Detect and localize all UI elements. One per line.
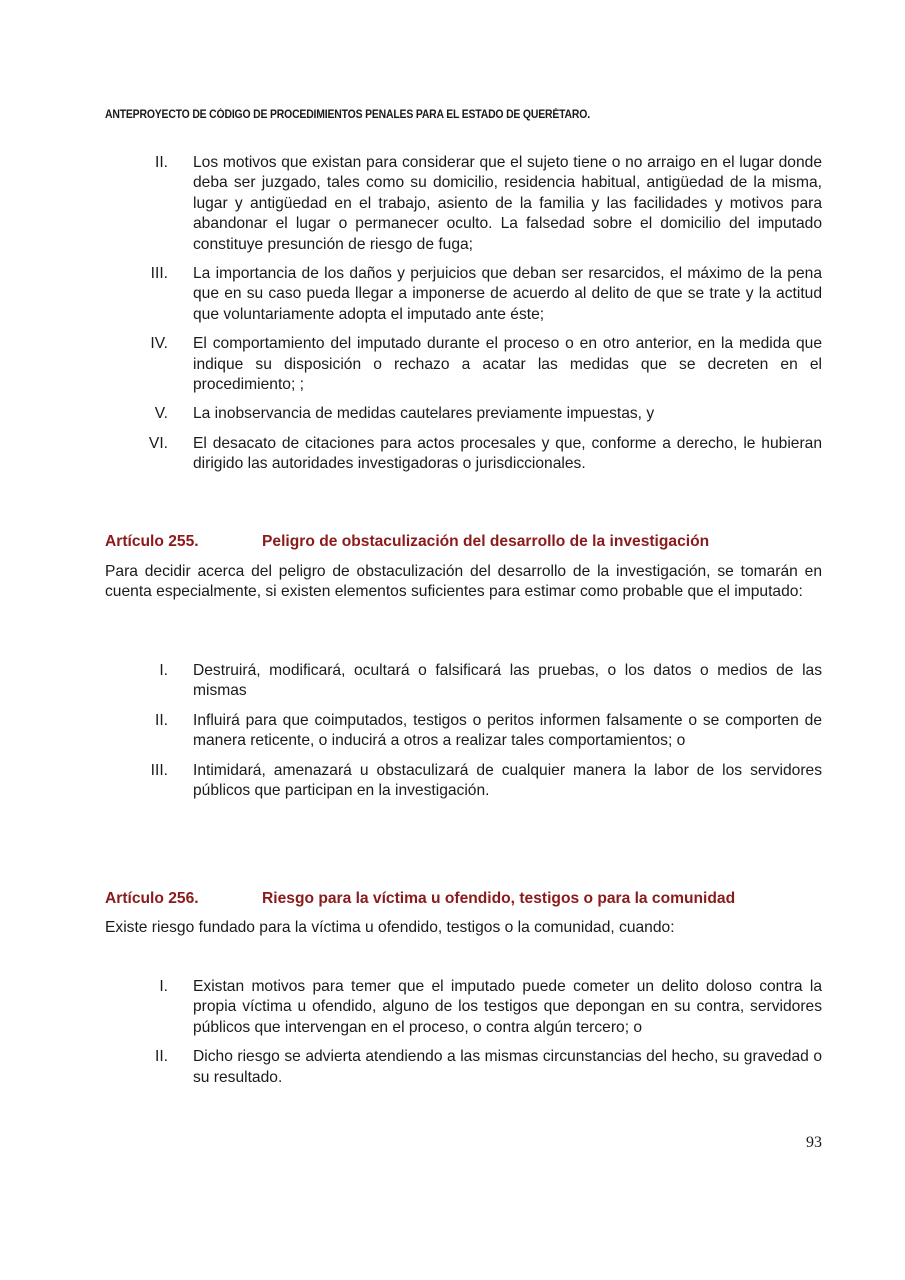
article-255-intro: Para decidir acerca del peligro de obstaculización del desarrollo de la investigación, se tomarán en cuenta especialmente, si existen elementos suficientes para estimar como probable que el imputado: [105,563,822,601]
article-256-intro: Existe riesgo fundado para la víctima u ofendido, testigos o la comunidad, cuando: [105,919,675,936]
list-item [105,661,822,702]
list-item-text: Intimidará, amenazará u obstaculizará de cualquier manera la labor de los servidores públicos que participan en la investigación. [193,761,822,800]
article-255-number: Artículo 255. [105,533,199,550]
list-item [105,1047,822,1088]
list-item-text: Dicho riesgo se advierta atendiendo a las mismas circunstancias del hecho, su gravedad o su resultado. [193,1048,822,1086]
list-item [105,153,822,255]
list-item [105,761,822,802]
list-obstaculizacion [105,661,822,810]
list-item-number: II. [155,711,168,729]
list-item-number: VI. [148,434,168,452]
list-item-text: Existan motivos para temer que el imputado puede cometer un delito doloso contra la propia víctima u ofendido, alguno de los testigos que depongan en su contra, servidores públicos que intervengan en el proceso, o contra algún tercero; o [193,978,822,1036]
list-item-number: II. [155,154,168,171]
list-item-text: La importancia de los daños y perjuicios que deban ser resarcidos, el máximo de la pena que en su caso pueda llegar a imponerse de acuerdo al delito de que se trate y la actitud que voluntariamente adopta el imputado ante éste; [193,265,822,323]
list-item [105,711,822,752]
list-item [105,404,822,424]
list-item-text: Los motivos que existan para considerar que el sujeto tiene o no arraigo en el lugar donde deba ser juzgado, tales como su domicilio, residencia habitual, antigüedad de la misma, lugar y antigüedad en el trabajo, asiento de la familia y las facilidades y motivos para abandonar el lugar o permanecer oculto. La falsedad sobre el domicilio del imputado constituye presunción de riesgo de fuga; [193,154,822,253]
list-item-number: I. [159,662,168,679]
article-255-heading [105,533,709,551]
list-item [105,334,822,395]
list-item-number: II. [155,1048,168,1066]
list-riesgo-fuga [105,153,822,484]
list-item-number: V. [154,405,168,423]
article-256-number: Artículo 256. [105,890,199,907]
list-item-text: La inobservancia de medidas cautelares previamente impuestas, y [193,405,655,423]
list-item-text: Destruirá, modificará, ocultará o falsificará las pruebas, o los datos o medios de las mismas [193,662,822,700]
list-item-number: I. [159,978,168,995]
document-header: ANTEPROYECTO DE CÓDIGO DE PROCEDIMIENTOS PENALES PARA EL ESTADO DE QUERÉTARO. [105,108,590,121]
list-item-number: III. [150,761,168,779]
page-number: 93 [806,1134,822,1151]
list-item [105,434,822,475]
list-riesgo-victima [105,977,822,1097]
list-item-text: El desacato de citaciones para actos procesales y que, conforme a derecho, le hubieran dirigido las autoridades investigadoras o jurisdiccionales. [193,434,822,473]
list-item-text: Influirá para que coimputados, testigos o peritos informen falsamente o se comporten de manera reticente, o inducirá a otros a realizar tales comportamientos; o [193,711,822,750]
article-256-heading [105,890,735,908]
article-255-title: Peligro de obstaculización del desarrollo de la investigación [262,533,710,550]
list-item-number: III. [150,265,168,283]
article-256-title: Riesgo para la víctima u ofendido, testigos o para la comunidad [262,890,736,907]
list-item-number: IV. [150,335,168,353]
list-item-text: El comportamiento del imputado durante el proceso o en otro anterior, en la medida que indique su disposición o rechazo a acatar las medidas que se decreten en el procedimiento; ; [193,335,822,394]
list-item [105,977,822,1038]
list-item [105,264,822,325]
